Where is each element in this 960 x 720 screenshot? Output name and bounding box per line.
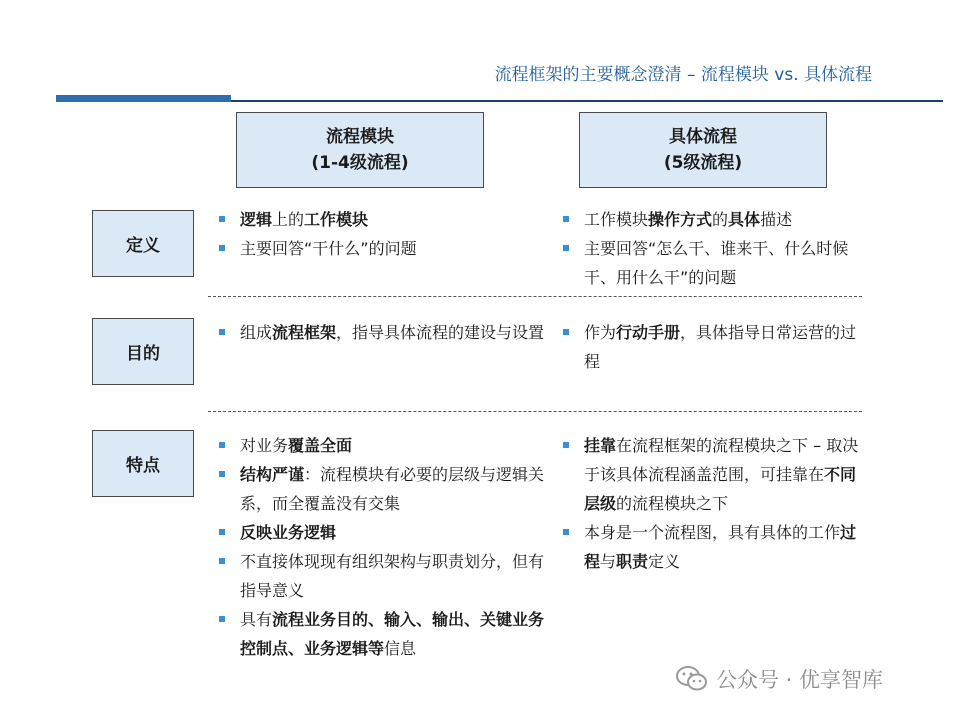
bullet-item: [560, 205, 860, 234]
bullet-item: [216, 547, 556, 605]
wechat-icon: [676, 665, 708, 693]
bold-text: 不同层级: [584, 465, 857, 513]
bold-text: 流程业务目的、输入、输出、关键业务控制点、业务逻辑等: [240, 610, 545, 658]
bold-text: 行动手册: [616, 323, 681, 342]
row-label-definition: 定义: [92, 210, 194, 277]
watermark-text: 公众号 · 优享智库: [716, 668, 884, 692]
bullet-item: [216, 605, 556, 663]
bold-text: 操作方式: [648, 210, 713, 229]
bold-text: 工作模块: [304, 210, 369, 229]
text: 与: [600, 552, 617, 571]
text: 主要回答“干什么”的问题: [240, 239, 417, 258]
text: 信息: [384, 639, 417, 658]
bold-text: 过程: [584, 523, 857, 571]
bullet-item: [216, 460, 556, 518]
bold-text: 反映业务逻辑: [240, 523, 337, 542]
definition-left-list: [216, 205, 556, 263]
bullet-item: [560, 318, 860, 376]
column-header-subtitle: (1-4级流程): [311, 153, 409, 173]
slide-title: 流程框架的主要概念澄清 – 流程模块 vs. 具体流程: [494, 65, 872, 85]
header-accent-bar: [56, 95, 231, 102]
watermark: [676, 664, 883, 694]
bold-text: 流程框架: [272, 323, 337, 342]
bold-text: 职责: [616, 552, 649, 571]
row-divider: [208, 411, 862, 412]
purpose-right-list: [560, 318, 860, 376]
bullet-item: [216, 518, 556, 547]
column-header-specific-process: [579, 112, 827, 188]
text: 的: [712, 210, 729, 229]
text: 上的: [272, 210, 305, 229]
text: 对业务: [240, 436, 289, 455]
text: 不直接体现现有组织架构与职责划分，但有指导意义: [240, 552, 545, 600]
text: 定义: [648, 552, 681, 571]
text: 具有: [240, 610, 273, 629]
features-left-list: [216, 431, 556, 663]
text: 的流程模块之下: [616, 494, 729, 513]
bullet-item: [216, 318, 556, 347]
column-header-title: 流程模块: [326, 127, 394, 147]
text: 描述: [760, 210, 793, 229]
text: 主要回答“怎么干、谁来干、什么时候干、用什么干”的问题: [584, 239, 849, 287]
bullet-item: [216, 205, 556, 234]
definition-right-list: [560, 205, 860, 292]
text: ，具体指导日常运营的过程: [584, 323, 857, 371]
text: 作为: [584, 323, 617, 342]
text: ，指导具体流程的建设与设置: [336, 323, 545, 342]
column-header-title: 具体流程: [669, 127, 737, 147]
bullet-item: [560, 234, 860, 292]
bullet-item: [216, 234, 556, 263]
row-label-purpose: 目的: [92, 318, 194, 385]
bold-text: 结构严谨: [240, 465, 305, 484]
bold-text: 挂靠: [584, 436, 617, 455]
text: 工作模块: [584, 210, 649, 229]
text: 本身是一个流程图，具有具体的工作: [584, 523, 841, 542]
text: 组成: [240, 323, 273, 342]
bold-text: 覆盖全面: [288, 436, 353, 455]
column-header-process-module: [236, 112, 484, 188]
bullet-item: [560, 431, 860, 518]
text: 在流程框架的流程模块之下 – 取决于该具体流程涵盖范围，可挂靠在: [584, 436, 859, 484]
bold-text: 具体: [728, 210, 761, 229]
bullet-item: [560, 518, 860, 576]
row-divider: [208, 296, 862, 297]
purpose-left-list: [216, 318, 556, 347]
column-header-subtitle: (5级流程): [663, 153, 743, 173]
row-label-features: 特点: [92, 430, 194, 497]
text: ：流程模块有必要的层级与逻辑关系，而全覆盖没有交集: [240, 465, 545, 513]
bold-text: 逻辑: [240, 210, 273, 229]
bullet-item: [216, 431, 556, 460]
features-right-list: [560, 431, 860, 576]
